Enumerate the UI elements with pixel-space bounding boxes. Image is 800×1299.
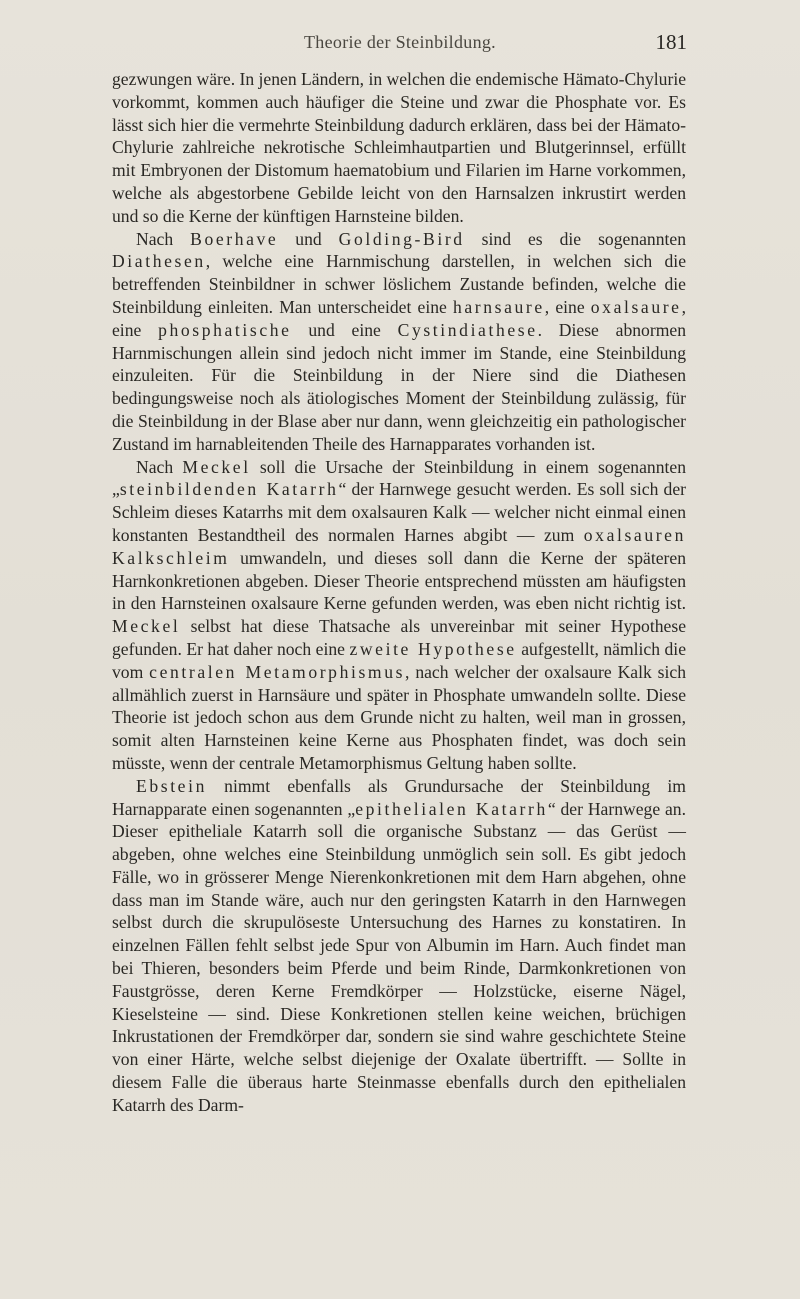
emphasis-spaced-text: Golding-Bird — [338, 228, 465, 249]
text-run: Nach — [136, 456, 183, 477]
text-run: Nach — [136, 228, 191, 249]
text-run: und — [278, 228, 339, 249]
emphasis-spaced-text: steinbildenden Katarrh — [119, 479, 339, 500]
text-run: , eine — [544, 296, 591, 317]
emphasis-spaced-text: Meckel — [182, 456, 251, 477]
paragraph — [112, 228, 686, 456]
text-run: “ der Harnwege gesucht werden. Es soll sich der Schleim dieses Katarrhs mit dem oxalsauren Kalk — welcher nicht einmal einen konstanten Bestandtheil des normalen Harnes abgibt — zum — [112, 479, 686, 545]
body-text — [112, 68, 686, 1117]
text-run: , welche eine Harnmischung darstellen, in welchen sich die betreffenden Steinbildner in schwer löslichem Zustande befinden, welche die Steinbildung einleiten. Man unterscheidet eine — [112, 251, 686, 317]
running-header — [0, 30, 800, 58]
paragraph — [112, 68, 686, 228]
emphasis-spaced-text: Diathesen — [112, 251, 206, 272]
text-run: aufgestellt, nämlich die vom — [112, 638, 687, 682]
emphasis-spaced-text: Boerhave — [190, 228, 279, 249]
paragraph — [112, 456, 686, 775]
text-run: soll die Ursache der Steinbildung in einem sogenannten „ — [112, 456, 686, 500]
text-run: selbst hat diese Thatsache als unvereinbar mit seiner Hypothese gefunden. Er hat daher noch eine — [112, 616, 686, 659]
text-run: sind es die sogenannten — [464, 228, 687, 249]
running-title: Theorie der Steinbildung. — [304, 32, 496, 52]
text-run: gezwungen wäre. In jenen Ländern, in welchen die endemische Hämato-Chylurie vorkommt, kommen auch häufiger die Steine und zwar die Phosphate vor. Es lässt sich hier die vermehrte Steinbildung dadurch erklären, dass bei der Hämato-Chylurie zahlreiche nekrotische Schleimhautpartien und Blutgerinnsel, erfüllt mit Embryonen der Distomum haematobium und Filarien im Harne vorkommen, welche als abgestorbene Gebilde leicht von den Harnsalzen inkrustirt werden und so die Kerne der künftigen Harnsteine bilden. — [112, 69, 687, 226]
text-run: , eine — [112, 296, 686, 340]
text-run: umwandeln, und dieses soll dann die Kerne der späteren Harnkonkretionen abgeben. Dieser Theorie entsprechend müssten am häufigsten in den Harnsteinen oxalsaure Kerne gefunden werden, was eben nicht richtig ist. — [112, 547, 686, 614]
text-run: “ der Harnwege an. Dieser epitheliale Katarrh soll die organische Substanz — das Gerüst — abgeben, ohne welches eine Steinbildung unmöglich sein soll. Es gibt jedoch Fälle, wo in grösserer Menge Nierenkonkretionen mit dem Harn abgehen, ohne dass man im Stande wäre, auch nur den geringsten Katarrh in den Harnwegen selbst durch die skrupulöseste Untersuchung des Harnes zu konstatiren. In einzelnen Fällen fehlt selbst jede Spur von Albumin im Harn. Auch findet man bei Thieren, besonders beim Pferde und beim Rinde, Darmkonkretionen von Faustgrösse, deren Kerne Fremdkörper — Holzstücke, eiserne Nägel, Kieselsteine — sind. Diese Konkretionen stellen keine weichen, brüchigen Inkrustationen der Fremdkörper dar, sondern sie sind wahre geschichtete Steine von einer Härte, welche selbst diejenige der Oxalate übertrifft. — Sollte in diesem Falle die überaus harte Steinmasse ebenfalls durch den epithelialen Katarrh des Darm- — [112, 798, 686, 1115]
emphasis-spaced-text: zweite Hypothese — [349, 638, 517, 659]
emphasis-spaced-text: oxalsaure — [590, 296, 682, 317]
emphasis-spaced-text: harnsaure — [452, 296, 545, 317]
page-number: 181 — [655, 30, 687, 54]
emphasis-spaced-text: phosphatische — [158, 319, 292, 340]
paragraph — [112, 775, 686, 1117]
emphasis-spaced-text: epithelialen Katarrh — [355, 798, 548, 819]
text-run: , nach welcher der oxalsaure Kalk sich allmählich zuerst in Harnsäure und später in Phosphate umwandeln sollte. Diese Theorie ist jedoch schon aus dem Grunde nicht zu halten, weil man in grossen, somit alten Harnsteinen keine Kerne aus Phosphaten findet, was doch sein müsste, wenn der centrale Metamorphismus Geltung haben sollte. — [112, 661, 686, 773]
text-run: . Diese abnormen Harnmischungen allein sind jedoch nicht immer im Stande, eine Steinbildung einzuleiten. Für die Steinbildung in der Niere sind die Diathesen bedingungsweise noch als ätiologisches Moment der Steinbildung zulässig, für die Steinbildung in der Blase aber nur dann, wenn gleichzeitig ein pathologischer Zustand im harnableitenden Theile des Harnapparates vorhanden ist. — [112, 319, 686, 454]
emphasis-spaced-text: Cystindiathese — [397, 319, 538, 340]
text-run: und eine — [291, 319, 398, 340]
emphasis-spaced-text: Meckel — [112, 616, 181, 637]
emphasis-spaced-text: Ebstein — [136, 775, 207, 796]
text-run: nimmt ebenfalls als Grundursache der Steinbildung im Harnapparate einen sogenannten „ — [112, 775, 686, 819]
emphasis-spaced-text: centralen Metamorphismus — [149, 661, 406, 682]
emphasis-spaced-text: oxalsauren Kalkschleim — [112, 524, 686, 568]
